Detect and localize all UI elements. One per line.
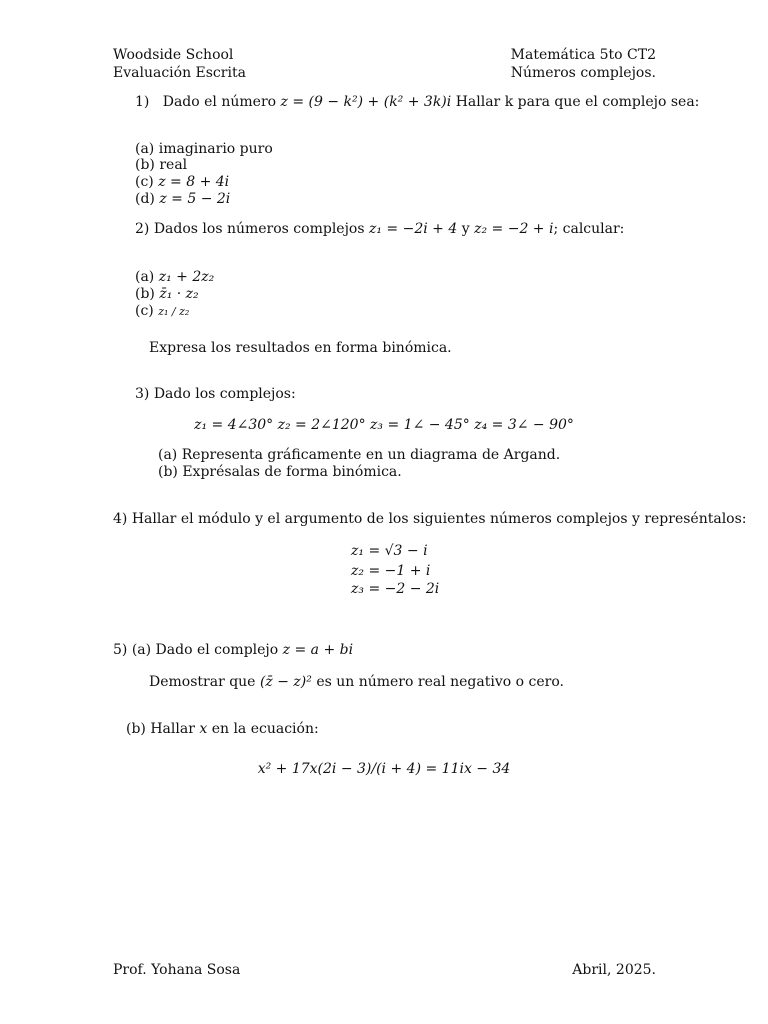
q5-demonstrate <box>149 674 564 691</box>
q2-a-expr: z₁ + 2z₂ <box>158 269 215 285</box>
q1-expression: z = (9 − k²) + (k² + 3k)i <box>280 94 452 110</box>
q2-a-label: (a) <box>135 269 155 285</box>
q5-expr: z = a + bi <box>282 642 354 658</box>
q3-values: z₁ = 4∠30° z₂ = 2∠120° z₃ = 1∠ − 45° z₄ = 3∠ − 90° <box>194 417 574 433</box>
q5-b-tail: en la ecuación: <box>211 721 319 737</box>
q2-and: y <box>461 221 470 237</box>
q5-b-line <box>126 721 319 738</box>
exam-type: Evaluación Escrita <box>113 65 246 81</box>
q1-d-label: (d) <box>135 191 155 207</box>
q1-c-expr: z = 8 + 4i <box>158 174 230 190</box>
school-name: Woodside School <box>113 47 234 63</box>
q1-intro: Dado el número <box>162 94 277 110</box>
q1-option-a: (a) imaginario puro <box>135 141 273 157</box>
q4-intro: 4) Hallar el módulo y el argumento de los siguientes números complejos y represéntalos: <box>113 511 747 527</box>
q5-demo-expr: (z̄ − z)² <box>259 674 312 690</box>
q1-c-label: (c) <box>135 174 154 190</box>
q4-z2: z₂ = −1 + i <box>351 563 431 579</box>
q4-z3: z₃ = −2 − 2i <box>351 581 440 597</box>
q1-option-b: (b) real <box>135 157 188 173</box>
q2-c-label: (c) <box>135 303 154 319</box>
q3-intro: 3) Dado los complejos: <box>135 386 296 402</box>
q2-option-b <box>135 286 199 303</box>
teacher-name: Prof. Yohana Sosa <box>113 962 241 978</box>
q2-note: Expresa los resultados en forma binómica. <box>149 340 452 356</box>
q2-z1: z₁ = −2i + 4 <box>368 221 458 237</box>
q5-demo-lead: Demostrar que <box>149 674 256 690</box>
subject: Matemática 5to CT2 <box>510 47 656 63</box>
topic: Números complejos. <box>510 65 656 81</box>
q2-intro: 2) Dados los números complejos <box>135 221 365 237</box>
exam-date: Abril, 2025. <box>572 962 656 978</box>
q2-option-c <box>135 303 189 320</box>
q1-option-c <box>135 174 229 191</box>
q5-demo-tail: es un número real negativo o cero. <box>316 674 564 690</box>
q1-line <box>135 94 699 111</box>
q5-b-var: x <box>199 721 208 737</box>
q2-z2: z₂ = −2 + i <box>474 221 554 237</box>
q1-number: 1) <box>135 94 150 110</box>
q2-option-a <box>135 269 214 286</box>
q2-c-expr: z₁ / z₂ <box>158 305 190 318</box>
q1-option-d <box>135 191 230 208</box>
q2-tail: ; calcular: <box>553 221 625 237</box>
q2-line <box>135 221 624 238</box>
q3-option-b: (b) Exprésalas de forma binómica. <box>158 464 402 480</box>
q2-b-expr: z̄₁ · z₂ <box>159 286 199 302</box>
q1-tail: Hallar k para que el complejo sea: <box>455 94 700 110</box>
q5-b-lead: (b) Hallar <box>126 721 195 737</box>
q1-d-expr: z = 5 − 2i <box>159 191 231 207</box>
q3-option-a: (a) Representa gráficamente en un diagrama de Argand. <box>158 447 561 463</box>
q4-z1: z₁ = √3 − i <box>351 543 428 559</box>
q5-equation: x² + 17x(2i − 3)/(i + 4) = 11ix − 34 <box>257 761 511 777</box>
q2-b-label: (b) <box>135 286 155 302</box>
q5-intro: 5) (a) Dado el complejo <box>113 642 279 658</box>
q5-line <box>113 642 353 659</box>
